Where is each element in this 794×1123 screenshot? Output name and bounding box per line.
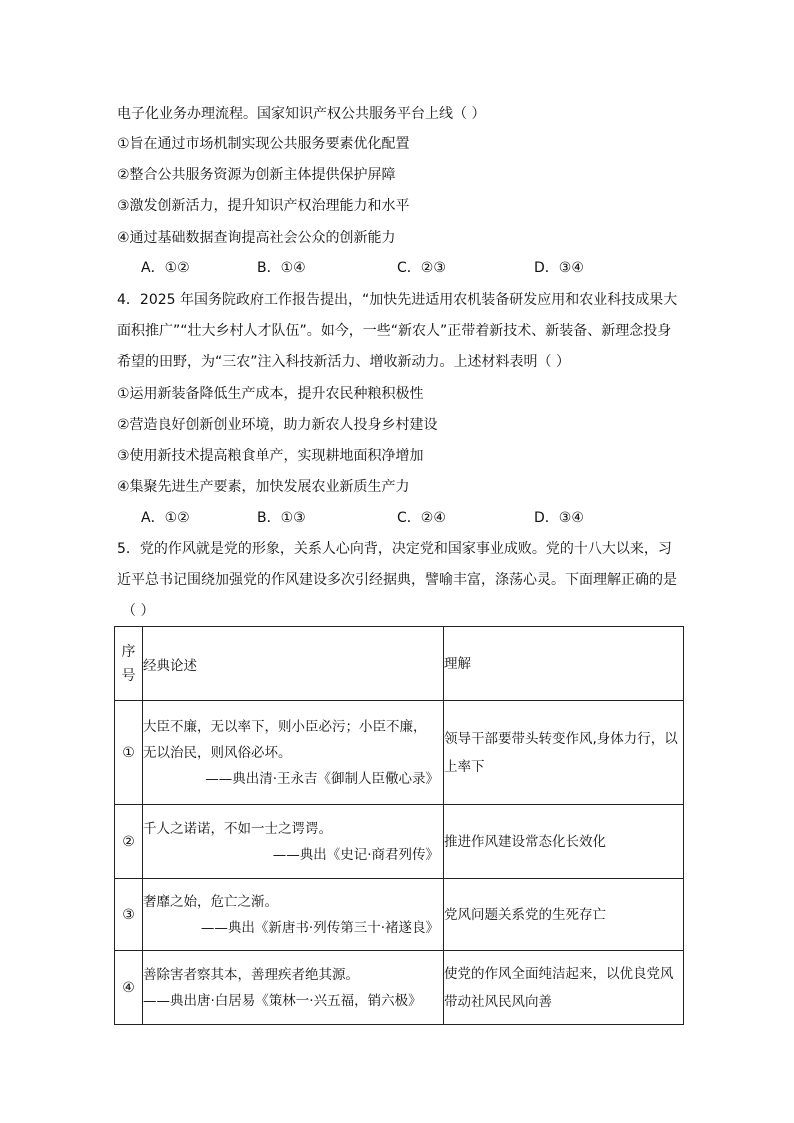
row-num: ② bbox=[115, 805, 143, 879]
row-num: ④ bbox=[115, 951, 143, 1025]
table-row bbox=[115, 701, 684, 805]
header-num-cell bbox=[115, 627, 143, 701]
q4-statement-4: ④集聚先进生产要素，加快发展农业新质生产力 bbox=[117, 479, 410, 495]
quote-source: ——典出《史记·商君列传》 bbox=[272, 846, 439, 863]
header-num-line-1: 序 bbox=[121, 643, 136, 660]
q4-statement-2: ②营造良好创新创业环境，助力新农人投身乡村建设 bbox=[117, 417, 438, 433]
q4-statement-3: ③使用新技术提高粮食单产，实现耕地面积净增加 bbox=[117, 448, 424, 464]
quote-cell bbox=[143, 951, 444, 1025]
q3-option-d[interactable]: D．③④ bbox=[534, 260, 584, 276]
understanding-cell: 推进作风建设常态化长效化 bbox=[444, 805, 684, 879]
q3-statement-2: ②整合公共服务资源为创新主体提供保护屏障 bbox=[117, 167, 396, 183]
quote-table bbox=[114, 626, 684, 1025]
q3-stem-tail: 电子化业务办理流程。国家知识产权公共服务平台上线（ ） bbox=[117, 106, 486, 122]
understanding-cell: 领导干部要带头转变作风,身体力行，以上率下 bbox=[444, 701, 684, 805]
quote-line: 千人之诺诺，不如一士之谔谔。 bbox=[143, 820, 332, 837]
q5-stem-line-2: 近平总书记围绕加强党的作风建设多次引经据典，譬喻丰富，涤荡心灵。下面理解正确的是 bbox=[117, 572, 677, 588]
q4-option-c[interactable]: C．②④ bbox=[397, 510, 446, 526]
table-header-row bbox=[115, 627, 684, 701]
table-row bbox=[115, 951, 684, 1025]
q3-options bbox=[141, 258, 701, 278]
q3-statement-3: ③激发创新活力，提升知识产权治理能力和水平 bbox=[117, 198, 410, 214]
quote-cell bbox=[143, 805, 444, 879]
quote-line: 无以治民，则风俗必坏。 bbox=[143, 744, 292, 761]
q3-option-c[interactable]: C．②③ bbox=[397, 260, 446, 276]
understanding-cell: 党风问题关系党的生死存亡 bbox=[444, 879, 684, 951]
q3-option-a[interactable]: A．①② bbox=[141, 260, 190, 276]
quote-cell bbox=[143, 879, 444, 951]
quote-line: 善除害者察其本，善理疾者绝其源。 bbox=[143, 966, 359, 983]
row-num: ③ bbox=[115, 879, 143, 951]
quote-line: 奢靡之始，危亡之渐。 bbox=[143, 893, 278, 910]
q4-stem-line-1: 4．2025 年国务院政府工作报告提出，“加快先进适用农机装备研发应用和农业科技成果大 bbox=[117, 292, 678, 308]
row-num: ① bbox=[115, 701, 143, 805]
q5-stem-line-1: 5．党的作风就是党的形象，关系人心向背，决定党和国家事业成败。党的十八大以来，习 bbox=[117, 541, 672, 557]
table-row bbox=[115, 805, 684, 879]
q3-option-b[interactable]: B．①④ bbox=[257, 260, 306, 276]
q5-stem-line-3: （ ） bbox=[122, 603, 155, 619]
q4-statement-1: ①运用新装备降低生产成本，提升农民种粮积极性 bbox=[117, 386, 424, 402]
header-understanding-cell: 理解 bbox=[444, 627, 684, 701]
q4-options bbox=[141, 508, 701, 528]
quote-source: ——典出清·王永吉《御制人臣儆心录》 bbox=[205, 770, 439, 787]
quote-source: ——典出唐·白居易《策林一·兴五福，销六极》 bbox=[143, 992, 422, 1009]
q4-stem-line-2: 面积推广”“壮大乡村人才队伍”。如今，一些“新农人”正带着新技术、新装备、新理念投身 bbox=[117, 323, 672, 339]
quote-cell bbox=[143, 701, 444, 805]
q4-option-a[interactable]: A．①② bbox=[141, 510, 190, 526]
q3-statement-4: ④通过基础数据查询提高社会公众的创新能力 bbox=[117, 230, 396, 246]
understanding-cell: 使党的作风全面纯洁起来，以优良党风带动社风民风向善 bbox=[444, 951, 684, 1025]
quote-source: ——典出《新唐书·列传第三十·褚遂良》 bbox=[200, 919, 439, 936]
header-num-line-2: 号 bbox=[121, 667, 136, 684]
q4-option-b[interactable]: B．①③ bbox=[257, 510, 306, 526]
header-quote-cell: 经典论述 bbox=[143, 627, 444, 701]
table-row bbox=[115, 879, 684, 951]
quote-line: 大臣不廉，无以率下，则小臣必污；小臣不廉， bbox=[143, 718, 427, 735]
q4-stem-line-3: 希望的田野，为“三农”注入科技新活力、增收新动力。上述材料表明（ ） bbox=[117, 354, 570, 370]
q3-statement-1: ①旨在通过市场机制实现公共服务要素优化配置 bbox=[117, 136, 410, 152]
q4-option-d[interactable]: D．③④ bbox=[534, 510, 584, 526]
